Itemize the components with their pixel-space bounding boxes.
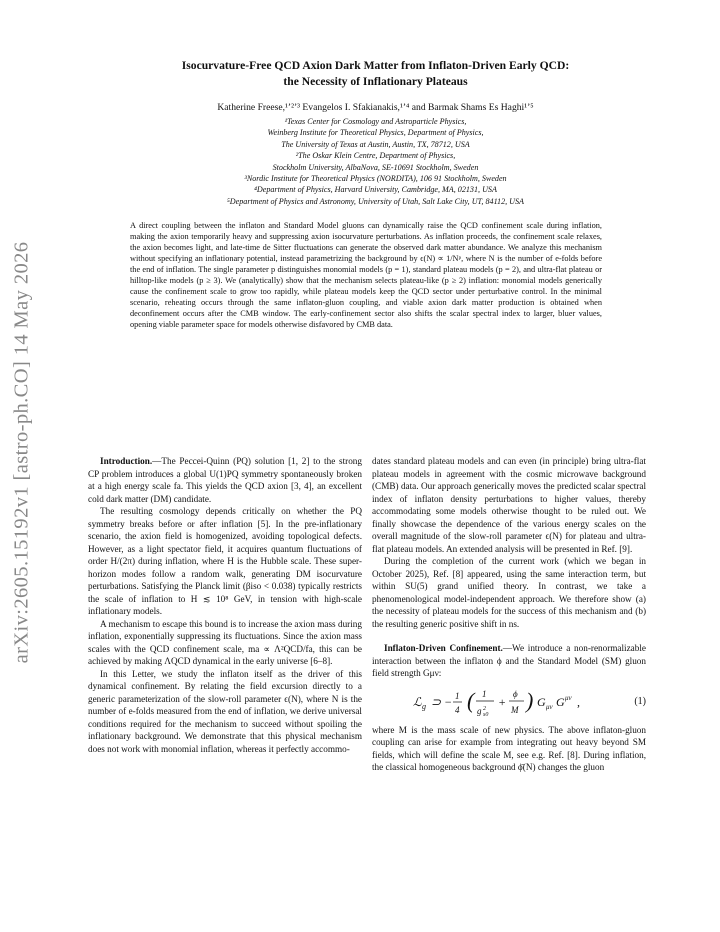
arxiv-identifier-stamp [0, 222, 44, 682]
svg-text:): ) [526, 687, 534, 713]
svg-text:ϕ: ϕ [513, 688, 518, 699]
paragraph [372, 555, 646, 630]
paragraph [88, 618, 362, 668]
paragraph-text: During the completion of the current work (which we began in October 2025), Ref. [8] appeared, using the same interaction term, but within SU(5) grand unified theory. In contrast, we take a phenomenological model-independent approach. We therefore show (a) the necessity of plateau models for the success of this mechanism and (b) the resulting generic positive shift in ns. [372, 556, 646, 629]
svg-text:(: ( [467, 687, 475, 713]
abstract: A direct coupling between the inflaton and Standard Model gluons can dynamically raise the QCD confinement scale during inflation, making the axion temporarily heavy and suppressing axion isocurvature perturbations. As inflation proceeds, the confinement scale relaxes, the axion becomes light, and late-time de Sitter fluctuations can generate the observed dark matter abundance. We analyze this mechanism without specifying an inflationary potential, instead parametrizing the background by ϵ(N) ∝ 1/Nᵖ, where N is the number of e-folds before the end of inflation. The single parameter p distinguishes monomial models (p = 1), standard plateau models (p = 2), and ultra-flat plateau or hilltop-like models (p ≥ 3). We (analytically) show that the mechanism selects plateau-like (p ≥ 2) inflation: monomial models generically cause the confinement scale to grow too rapidly, while plateau models keep the QCD sector under perturbative control. In the minimal scenario, reheating occurs through the same inflaton-gluon coupling, and viable axion dark matter production is obtained when deconfinement occurs after the CMB window. The early-confinement sector also shifts the scalar spectral index to larger, bluer values, opening viable parameter space for models otherwise disfavored by CMB data. [130, 221, 602, 329]
equation-1-formula [409, 680, 609, 724]
paper-title [88, 58, 663, 90]
svg-text:G: G [537, 694, 546, 709]
affiliation-line: ¹Texas Center for Cosmology and Astroparticle Physics, [284, 117, 467, 126]
paragraph [372, 455, 646, 555]
affiliation-line: The University of Texas at Austin, Austin, TX, 78712, USA [281, 139, 470, 149]
affiliation-list [88, 116, 663, 207]
svg-text:+: + [498, 694, 507, 709]
paragraph-text: —We introduce a non-renormalizable interaction between the inflaton ϕ and the Standard Model (SM) gluon field strength Gμν: [372, 643, 646, 678]
right-column [372, 455, 646, 774]
paragraph-text: where M is the mass scale of new physics. The above inflaton-gluon coupling can arise for example from integrating out heavy beyond SM fields, which will define the scale M, see e.g. Ref. [8]. During inflation, the classical homogeneous background ϕ̄(N) changes the gluon [372, 724, 646, 772]
equation-1 [372, 680, 646, 724]
affiliation-line: ³Nordic Institute for Theoretical Physics (NORDITA), 106 91 Stockholm, Sweden [244, 174, 507, 184]
svg-text:2: 2 [483, 705, 486, 712]
paper-title-line-2: the Necessity of Inflationary Plateaus [283, 75, 468, 88]
svg-text:1: 1 [455, 690, 460, 701]
paragraph-text: A mechanism to escape this bound is to increase the axion mass during inflation, exponentially suppressing its fluctuations. Since the axion mass scales with the QCD confinement scale, ma ∝ Λ²QCD/fa, this can be achieved by making ΛQCD dynamical in the early universe [6–8]. [88, 618, 362, 666]
affiliation-line: Weinberg Institute for Theoretical Physics, Department of Physics, [267, 128, 484, 138]
svg-text:1: 1 [482, 688, 487, 699]
paragraph [88, 455, 362, 505]
svg-text:g: g [477, 705, 482, 716]
svg-text:μν: μν [546, 702, 553, 711]
svg-text:4: 4 [455, 704, 460, 715]
equation-number: (1) [634, 695, 646, 707]
arxiv-identifier-text: arXiv:2605.15192v1 [astro-ph.CO] 14 May 2026 [10, 241, 33, 663]
affiliation-line: ⁵Department of Physics and Astronomy, University of Utah, Salt Lake City, UT, 84112, USA [226, 196, 524, 206]
paragraph-text: In this Letter, we study the inflaton itself as the driver of this dynamical confinement. By relating the field excursion directly to a generic parameterization of the slow-roll parameter ϵ(N), where N is the number of e-folds measured from the end of inflation, we derive universal conditions required for the mechanism to succeed without spoiling the inflationary background. We demonstrate that this physical mechanism does not work with monomial inflation, whereas it perfectly accommo- [88, 668, 362, 754]
author-list: Katherine Freese,¹ʼ²ʼ³ Evangelos I. Sfakianakis,¹ʼ⁴ and Barmak Shams Es Haghi¹ʼ⁵ [217, 102, 534, 113]
paragraph-text: dates standard plateau models and can even (in principle) bring ultra-flat plateau models in agreement with the cosmic microwave background (CMB) data. Our approach generically moves the predicted scalar spectral index of inflaton density perturbations to higher values, thereby accommodating some models otherwise thought to be ruled out. We finally showcase the dependence of the various energy scales on the overall magnitude of the slow-roll parameter ϵ(N) for plateau and ultra-flat plateau models. An extended analysis will be presented in Ref. [9]. [372, 456, 646, 554]
left-column [88, 455, 362, 755]
paragraph [372, 724, 646, 774]
paragraph-text: The resulting cosmology depends critically on whether the PQ symmetry breaks before or after inflation [5]. In the pre-inflationary scenario, the axion field is homogenized, avoiding topological defects. However, as a light spectator field, it acquires quantum fluctuations of order H/(2π) during inflation, where H is the Hubble scale. These super-horizon modes follow a random walk, generating DM isocurvature perturbations. Satisfying the Planck limit (βiso < 0.038) typically restricts the scale of inflation to H ≲ 10⁸ GeV, in tension with high-scale inflationary models. [88, 506, 362, 616]
paper-title-line-1: Isocurvature-Free QCD Axion Dark Matter from Inflaton-Driven Early QCD: [181, 59, 570, 72]
svg-text:,: , [577, 694, 580, 709]
svg-text:g: g [422, 701, 426, 711]
paragraph [372, 642, 646, 680]
affiliation-line: ⁴Department of Physics, Harvard University, Cambridge, MA, 02131, USA [254, 185, 497, 195]
svg-text:M: M [511, 704, 519, 715]
section-heading: Inflaton-Driven Confinement. [384, 643, 503, 653]
affiliation-line: ²The Oskar Klein Centre, Department of Physics, [295, 151, 456, 161]
paragraph [88, 505, 362, 618]
svg-text:s0: s0 [483, 711, 489, 718]
svg-text:G: G [556, 694, 565, 709]
svg-text:ℒ: ℒ [413, 694, 422, 709]
svg-text:μν: μν [565, 693, 572, 702]
affiliation-line: Stockholm University, AlbaNova, SE-10691 Stockholm, Sweden [272, 162, 479, 172]
paragraph-text: —The Peccei-Quinn (PQ) solution [1, 2] to the strong CP problem introduces a global U(1)PQ symmetry spontaneously broken at a high energy scale fa. This yields the QCD axion [3, 4], an excellent cold dark matter (DM) candidate. [88, 456, 362, 504]
paragraph [88, 668, 362, 756]
section-heading: Introduction. [100, 456, 153, 466]
paper-header [88, 58, 663, 331]
svg-text:⊃ −: ⊃ − [431, 694, 453, 709]
